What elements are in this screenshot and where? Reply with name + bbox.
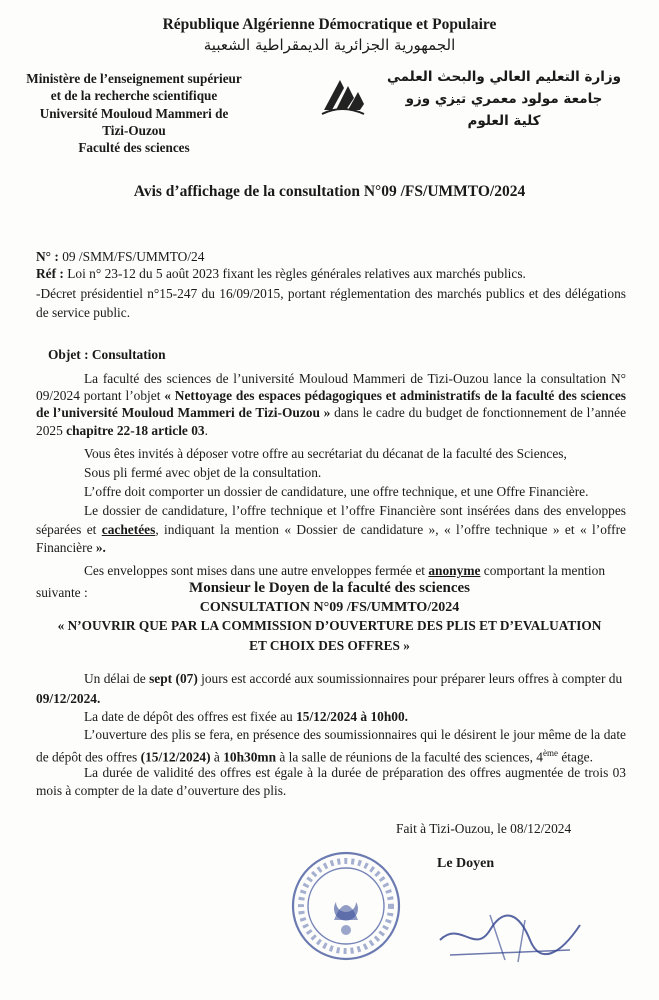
place-date: Fait à Tizi-Ouzou, le 08/12/2024 bbox=[396, 821, 572, 836]
address-consultation: CONSULTATION N°09 /FS/UMMTO/2024 bbox=[199, 600, 460, 615]
delay-value: sept (07) bbox=[149, 671, 198, 686]
text-run: à bbox=[210, 749, 224, 765]
ministry-line: et de la recherche scientifique bbox=[50, 88, 218, 104]
text-run: Un délai de bbox=[84, 671, 150, 686]
text-run: L’ouverture des plis se fera, en présence des soumissionnaires qui le désirent le jour même de la date de dépôt des offres bbox=[36, 727, 626, 765]
text-run: dans le cadre du budget de fonctionnement de l’année 2025 bbox=[36, 405, 627, 438]
republic-title-fr: République Algérienne Démocratique et Populaire bbox=[162, 16, 497, 33]
address-instruction: « N’OUVRIR QUE PAR LA COMMISSION D’OUVERTURE DES PLIS ET D’EVALUATION bbox=[57, 618, 602, 633]
ministry-line: Ministère de l’enseignement supérieur bbox=[26, 71, 242, 86]
university-line-ar: جامعة مولود معمري تيزي وزو bbox=[405, 91, 603, 107]
text-run: étage. bbox=[558, 749, 593, 765]
reference-block bbox=[36, 248, 626, 322]
page-title: Avis d’affichage de la consultation N°09 /FS/UMMTO/2024 bbox=[133, 183, 526, 200]
paragraph-offer-content: L’offre doit comporter un dossier de candidature, une offre technique, et une Offre Financière. bbox=[84, 484, 589, 499]
budget-chapter: chapitre 22-18 article 03 bbox=[66, 422, 205, 438]
superscript: ème bbox=[543, 748, 558, 758]
text-run: Ces enveloppes sont mises dans une autre enveloppes fermée et bbox=[84, 563, 429, 578]
paragraph-opening bbox=[36, 726, 626, 766]
text-run: . bbox=[204, 422, 208, 438]
text-run: La date de dépôt des offres est fixée au bbox=[84, 709, 297, 724]
university-line: Tizi-Ouzou bbox=[102, 122, 166, 138]
paragraph-delay bbox=[36, 670, 626, 688]
paragraph-sealed: Sous pli fermé avec objet de la consultation. bbox=[84, 465, 322, 480]
text-run: comportant la mention bbox=[480, 563, 606, 578]
paragraph-consultation bbox=[36, 370, 626, 439]
ministry-block-fr bbox=[0, 70, 268, 156]
faculty-line-ar: كلية العلوم bbox=[467, 113, 541, 129]
text-run: La faculté des sciences de l’université Mouloud Mammeri de Tizi-Ouzou lance la consultation N° 09/2024 portant l’objet bbox=[36, 371, 626, 404]
official-stamp bbox=[290, 850, 402, 962]
underlined-word: anonyme bbox=[428, 563, 481, 578]
republic-title-ar: الجمهورية الجزائرية الديمقراطية الشعبية bbox=[203, 36, 456, 54]
address-recipient: Monsieur le Doyen de la faculté des sciences bbox=[189, 580, 470, 596]
paragraph-validity: La durée de validité des offres est égale à la durée de préparation des offres augmentée de trois 03 mois à compter de la date d’ouverture des plis. bbox=[36, 765, 626, 798]
text-run: , indiquant la mention « Dossier de candidature », « l’offre technique » et « l’offre Financière bbox=[36, 521, 626, 555]
text-run: jours est accordé aux soumissionnaires pour préparer leurs offres à compter du bbox=[197, 671, 623, 686]
address-instruction-2: ET CHOIX DES OFFRES » bbox=[249, 638, 410, 653]
ministry-line-ar: وزارة التعليم العالي والبحث العلمي bbox=[386, 69, 622, 85]
opening-time: 10h30mn bbox=[223, 749, 277, 765]
university-line: Université Mouloud Mammeri de bbox=[39, 105, 229, 121]
university-logo bbox=[318, 74, 366, 118]
objet-heading: Objet : Consultation bbox=[48, 347, 166, 362]
faculty-line: Faculté des sciences bbox=[78, 140, 190, 156]
paragraph-envelopes bbox=[36, 502, 626, 558]
number-value: 09 /SMM/FS/UMMTO/24 bbox=[58, 249, 205, 264]
reference-number bbox=[36, 248, 626, 265]
ref-label: Réf : bbox=[36, 266, 64, 281]
text-run: ». bbox=[95, 540, 106, 555]
number-label: N° : bbox=[36, 249, 59, 264]
reference-law bbox=[36, 265, 626, 284]
paragraph-deposit-date bbox=[84, 708, 626, 725]
text-run: à la salle de réunions de la faculté des sciences, 4 bbox=[276, 749, 543, 765]
start-date: 09/12/2024. bbox=[36, 691, 101, 706]
text-run: Le dossier de candidature, l’offre technique et l’offre Financière sont insérées dans des enveloppes séparées et bbox=[36, 503, 626, 537]
ministry-block-ar bbox=[379, 66, 629, 132]
opening-date: (15/12/2024) bbox=[140, 749, 211, 765]
paragraph-invitation: Vous êtes invités à déposer votre offre au secrétariat du décanat de la faculté des Sciences, bbox=[84, 446, 567, 461]
deposit-date: 15/12/2024 à 10h00. bbox=[296, 709, 409, 724]
signer-title: Le Doyen bbox=[437, 856, 495, 871]
handwritten-signature bbox=[430, 900, 590, 970]
paragraph-outer-envelope bbox=[36, 562, 626, 580]
object-title: « Nettoyage des espaces pédagogiques et administratifs de la faculté des sciences de l’université Mouloud Mammeri de Tizi-Ouzou » bbox=[36, 388, 626, 421]
suivante-label: suivante : bbox=[36, 585, 88, 600]
ref-value: Loi n° 23-12 du 5 août 2023 fixant les règles générales relatives aux marchés publics. bbox=[63, 266, 526, 281]
reference-decree: -Décret présidentiel n°15-247 du 16/09/2015, portant réglementation des marchés publics et des délégations de service public. bbox=[36, 286, 626, 320]
underlined-word: cachetées bbox=[101, 521, 156, 537]
